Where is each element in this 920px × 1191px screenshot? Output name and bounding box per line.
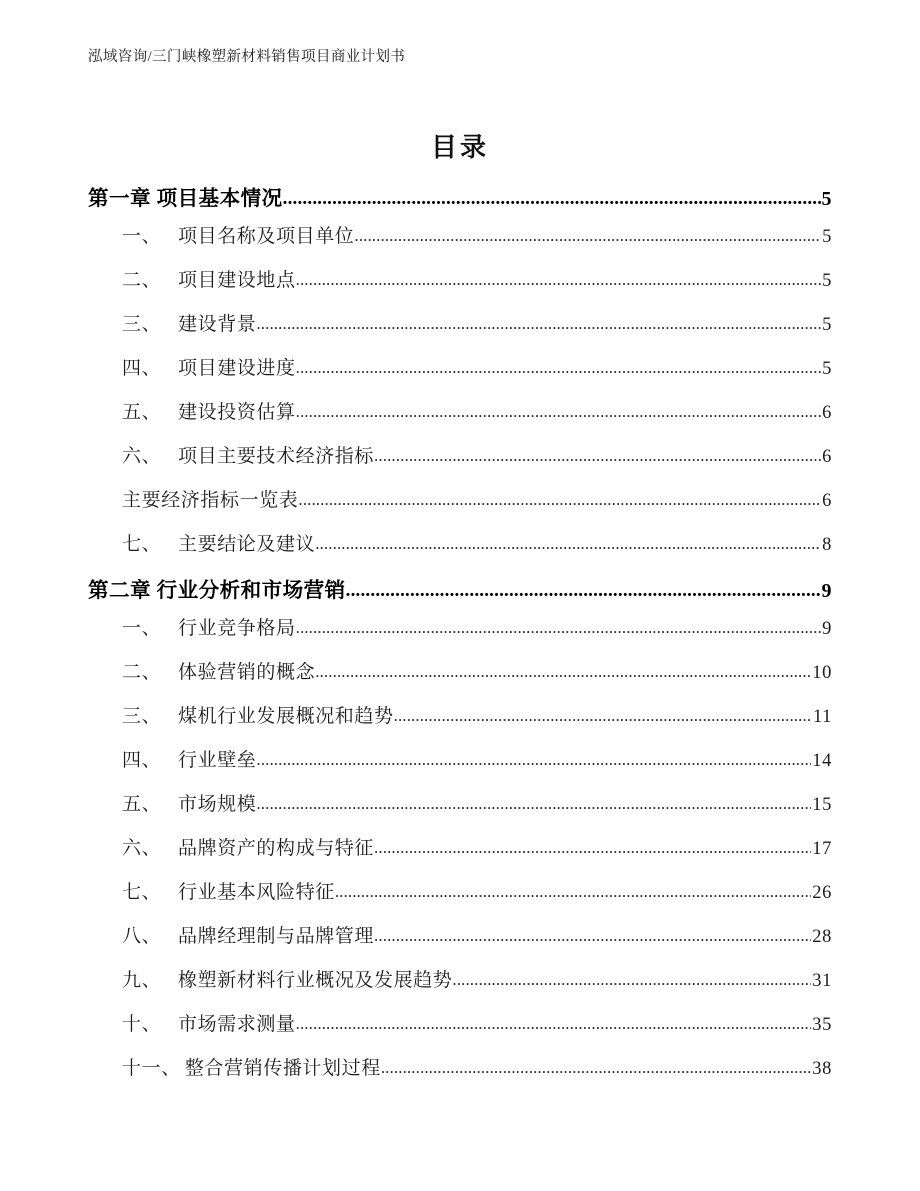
- toc-entry-marker: 七、: [122, 882, 162, 903]
- dot-leader: [315, 662, 811, 682]
- toc-entry-row[interactable]: [88, 965, 832, 1009]
- running-header: 泓域咨询/三门峡橡塑新材料销售项目商业计划书: [88, 49, 406, 65]
- dot-leader: [335, 882, 811, 902]
- toc-entry-page-number: 5: [822, 227, 832, 247]
- toc-entry-page-number: 15: [812, 795, 832, 815]
- toc-entry-row[interactable]: [88, 529, 832, 573]
- dot-leader: [394, 706, 812, 726]
- toc-entry-row[interactable]: [88, 745, 832, 789]
- toc-entry-page-number: 8: [822, 535, 832, 555]
- toc-entry-title: 第一章 项目基本情况: [88, 188, 283, 210]
- toc-entry-title: 行业基本风险特征: [178, 882, 335, 903]
- toc-entry-row[interactable]: [88, 1009, 832, 1053]
- toc-entry-page-number: 14: [812, 751, 832, 771]
- dot-leader: [296, 402, 822, 422]
- toc-entry-marker: 九、: [122, 970, 162, 991]
- toc-entry-marker: 二、: [122, 270, 162, 291]
- toc-entry-marker: 五、: [122, 794, 162, 815]
- toc-chapter-row[interactable]: [88, 181, 832, 221]
- toc-entry-marker: 八、: [122, 926, 162, 947]
- toc-entry-row[interactable]: [88, 265, 832, 309]
- toc-entry-row[interactable]: [88, 613, 832, 657]
- toc-entry-page-number: 6: [822, 491, 832, 511]
- toc-entry-title: 整合营销传播计划过程: [184, 1058, 381, 1079]
- page-title: 目录: [430, 133, 489, 163]
- toc-entry-row[interactable]: [88, 221, 832, 265]
- toc-entry-marker: 七、: [122, 534, 162, 555]
- toc-entry-page-number: 5: [822, 359, 832, 379]
- toc-entry-title: 第二章 行业分析和市场营销: [88, 580, 346, 602]
- toc-entry-page-number: 28: [812, 927, 832, 947]
- toc-entry-title: 行业壁垒: [178, 750, 257, 771]
- toc-entry-title: 市场规模: [178, 794, 257, 815]
- toc-entry-row[interactable]: [88, 877, 832, 921]
- table-of-contents: [88, 181, 832, 1097]
- dot-leader: [381, 1058, 811, 1078]
- toc-entry-page-number: 38: [812, 1059, 832, 1079]
- toc-entry-row[interactable]: [88, 485, 832, 529]
- toc-entry-title: 市场需求测量: [178, 1014, 296, 1035]
- dot-leader: [374, 926, 811, 946]
- toc-entry-row[interactable]: [88, 921, 832, 965]
- toc-entry-title: 行业竞争格局: [178, 618, 296, 639]
- toc-entry-marker: 一、: [122, 226, 162, 247]
- toc-entry-page-number: 9: [822, 619, 832, 639]
- toc-entry-marker: 四、: [122, 750, 162, 771]
- toc-entry-page-number: 35: [812, 1015, 832, 1035]
- toc-entry-title: 煤机行业发展概况和趋势: [178, 706, 394, 727]
- toc-entry-title: 项目名称及项目单位: [178, 226, 355, 247]
- toc-entry-marker: 六、: [122, 446, 162, 467]
- dot-leader: [346, 580, 821, 602]
- toc-entry-row[interactable]: [88, 353, 832, 397]
- toc-entry-page-number: 9: [821, 580, 832, 602]
- toc-entry-row[interactable]: [88, 833, 832, 877]
- toc-entry-title: 建设背景: [178, 314, 257, 335]
- dot-leader: [283, 188, 821, 210]
- dot-leader: [296, 618, 822, 638]
- dot-leader: [315, 534, 821, 554]
- toc-entry-row[interactable]: [88, 657, 832, 701]
- toc-entry-title: 项目建设地点: [178, 270, 296, 291]
- dot-leader: [256, 750, 811, 770]
- toc-entry-title: 主要经济指标一览表: [122, 490, 299, 511]
- toc-entry-page-number: 26: [812, 883, 832, 903]
- toc-entry-row[interactable]: [88, 701, 832, 745]
- toc-entry-marker: 六、: [122, 838, 162, 859]
- toc-entry-page-number: 11: [812, 707, 832, 727]
- dot-leader: [296, 270, 822, 290]
- dot-leader: [298, 490, 821, 510]
- dot-leader: [374, 446, 821, 466]
- dot-leader: [256, 794, 811, 814]
- toc-entry-page-number: 6: [822, 447, 832, 467]
- toc-entry-marker: 三、: [122, 706, 162, 727]
- toc-entry-marker: 四、: [122, 358, 162, 379]
- toc-entry-row[interactable]: [88, 441, 832, 485]
- toc-entry-title: 主要结论及建议: [178, 534, 316, 555]
- dot-leader: [452, 970, 811, 990]
- toc-entry-title: 项目建设进度: [178, 358, 296, 379]
- toc-entry-marker: 五、: [122, 402, 162, 423]
- toc-entry-title: 项目主要技术经济指标: [178, 446, 375, 467]
- toc-entry-title: 品牌经理制与品牌管理: [178, 926, 375, 947]
- toc-entry-marker: 一、: [122, 618, 162, 639]
- toc-entry-row[interactable]: [88, 1053, 832, 1097]
- toc-entry-row[interactable]: [88, 309, 832, 353]
- dot-leader: [374, 838, 811, 858]
- toc-entry-page-number: 10: [812, 663, 832, 683]
- toc-entry-page-number: 5: [822, 271, 832, 291]
- toc-entry-title: 体验营销的概念: [178, 662, 316, 683]
- toc-entry-page-number: 31: [812, 971, 832, 991]
- dot-leader: [296, 1014, 812, 1034]
- toc-entry-title: 建设投资估算: [178, 402, 296, 423]
- toc-entry-page-number: 5: [822, 315, 832, 335]
- toc-entry-page-number: 5: [821, 188, 832, 210]
- dot-leader: [296, 358, 822, 378]
- toc-entry-marker: 十一、: [122, 1058, 181, 1079]
- toc-entry-marker: 二、: [122, 662, 162, 683]
- toc-entry-marker: 十、: [122, 1014, 162, 1035]
- dot-leader: [354, 226, 821, 246]
- toc-entry-page-number: 6: [822, 403, 832, 423]
- toc-entry-title: 品牌资产的构成与特征: [178, 838, 375, 859]
- toc-chapter-row[interactable]: [88, 573, 832, 613]
- toc-entry-row[interactable]: [88, 789, 832, 833]
- toc-entry-page-number: 17: [812, 839, 832, 859]
- toc-entry-marker: 三、: [122, 314, 162, 335]
- dot-leader: [256, 314, 821, 334]
- toc-entry-row[interactable]: [88, 397, 832, 441]
- toc-entry-title: 橡塑新材料行业概况及发展趋势: [178, 970, 453, 991]
